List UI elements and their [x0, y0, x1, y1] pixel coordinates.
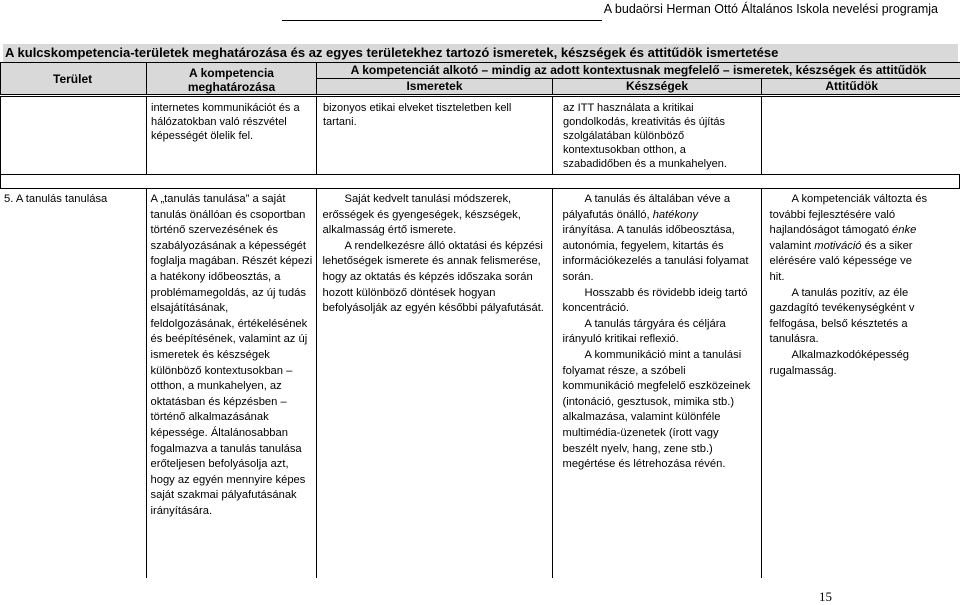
skills-paragraph-3: A tanulás tárgyára és céljára irányuló kritikai reflexió. — [563, 317, 753, 348]
cell-definition-learning: A „tanulás tanulása” a saját tanulás önállóan és csoportban történő szervezésének és szabályozásának a képességét foglalja magában. Részét képezi a hatékony időbeosztás, a problémamegoldás, az új tudás elsajátításának, feldolgozásának, értékelésének és beépítésének, valamint az új ismeretek és készségek különböző kontextusokban – otthon, a munkahelyen, az oktatásban és képzésben – történő alkalmazásának képessége. Általánosabban fogalmazva a tanulás tanulása erőteljesen befolyásolja azt, hogy az egyén mennyire képes saját szakmai pályafutásának irányítására. — [146, 189, 316, 579]
attitudes-paragraph-3: Alkalmazkodóképesség rugalmasság. — [770, 348, 930, 379]
row-spacer — [0, 174, 960, 188]
header-underline — [282, 20, 602, 21]
skills-text-1c: irányítása. A tanulás időbeosztása, autonómia, fegyelem, kitartás és információkezelés a tanulási folyamat során. — [563, 224, 749, 283]
header-knowledge: Ismeretek — [317, 79, 553, 95]
header-skills: Készségek — [553, 79, 762, 95]
header-components: A kompetenciát alkotó – mindig az adott kontextusnak megfelelő – ismeretek, készségek és attitűdök — [317, 63, 960, 79]
cell-area-learning: 5. A tanulás tanulása — [0, 189, 146, 579]
page-header — [0, 2, 960, 24]
knowledge-paragraph-1: Saját kedvelt tanulási módszerek, erősségek és gyengeségek, készségek, alkalmasság értő ismerete. — [323, 192, 548, 239]
attitudes-paragraph-1 — [770, 192, 930, 286]
cell-area-prev — [1, 97, 147, 175]
attitudes-text-1e: és a siker elérésére való képessége ve hit. — [770, 240, 913, 283]
attitudes-text-1c: valamint — [770, 240, 815, 252]
cell-definition-prev: internetes kommunikációt és a hálózatokban való részvétel képességét ölelik fel. — [147, 97, 317, 175]
attitudes-text-1a: A kompetenciák változta és további fejlesztésére való hajlandóságot támogató — [770, 193, 928, 236]
table-row-learning — [0, 188, 960, 578]
cell-skills-prev: az ITT használata a kritikai gondolkodás, kreativitás és újítás szolgálatában különböző kontextusokban otthon, a szabadidőben és a munkahelyen. — [553, 97, 762, 175]
attitudes-text-1d: motiváció — [814, 240, 861, 252]
skills-paragraph-1 — [563, 192, 753, 286]
skills-text-1b: hatékony — [653, 209, 698, 221]
skills-paragraph-4: A kommunikáció mint a tanulási folyamat része, a szóbeli kommunikáció megfelelő eszközeinek (intonáció, gesztusok, mimika stb.) alkalmazása, valamint különféle multimédia-üzenetek (írott vagy beszélt nyelv, hang, zene stb.) megértése és létrehozása révén. — [563, 348, 753, 473]
header-definition — [147, 63, 317, 95]
cell-knowledge-prev: bizonyos etikai elveket tiszteletben kell tartani. — [317, 97, 553, 175]
header-area: Terület — [1, 63, 147, 95]
cell-attitudes-learning — [761, 189, 960, 579]
cell-skills-learning — [552, 189, 761, 579]
header-attitudes: Attitűdök — [762, 79, 960, 95]
header-definition-line1: A kompetencia — [147, 66, 316, 80]
header-definition-line2: meghatározása — [147, 80, 316, 94]
table-header — [0, 62, 960, 95]
skills-text-1a: A tanulás és általában véve a pályafutás önálló, — [563, 193, 731, 221]
table-row-prev — [0, 96, 960, 175]
attitudes-text-1b: énke — [892, 224, 916, 236]
attitudes-paragraph-2: A tanulás pozitív, az éle gazdagító tevékenységként v felfogása, belső késztetés a tanulásra. — [770, 286, 930, 348]
cell-knowledge-learning — [316, 189, 552, 579]
header-title: A budaörsi Herman Ottó Általános Iskola nevelési programja — [604, 2, 938, 16]
skills-paragraph-2: Hosszabb és rövidebb ideig tartó koncentráció. — [563, 286, 753, 317]
cell-attitudes-prev — [762, 97, 960, 175]
page-number: 15 — [819, 589, 832, 605]
knowledge-paragraph-2: A rendelkezésre álló oktatási és képzési lehetőségek ismerete és annak felismerése, hogy az oktatás és képzés időszaka során hozott különböző döntések hogyan befolyásolják az egyén későbbi pályafutását. — [323, 239, 548, 317]
document-title: A kulcskompetencia-területek meghatározása és az egyes területekhez tartozó ismeretek, készségek és attitűdök ismertetése — [3, 44, 958, 62]
